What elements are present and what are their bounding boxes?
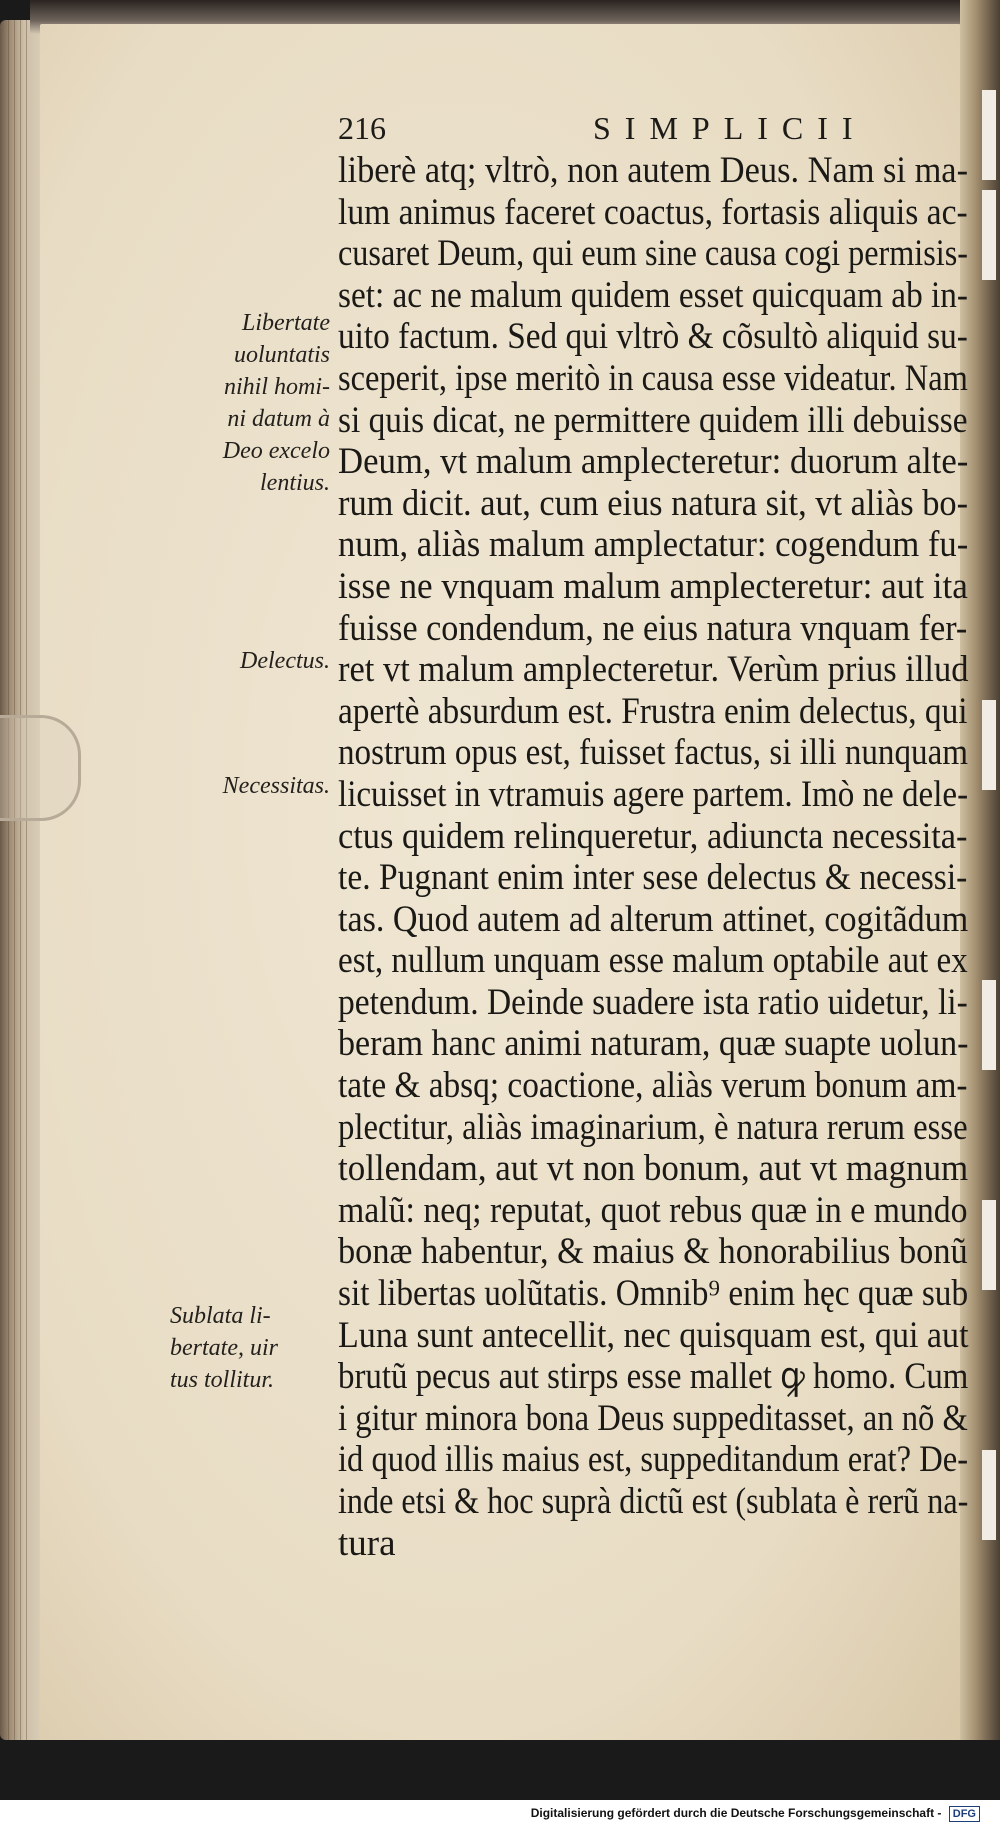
text-line: plectitur, aliàs imaginarium, è natura rerum esse bbox=[338, 1106, 968, 1148]
text-line: id quod illis maius est, suppeditandum erat? De- bbox=[338, 1439, 969, 1481]
text-line: cusaret Deum, qui eum sine causa cogi permisis- bbox=[338, 233, 969, 275]
text-line: fuisse condendum, ne eius natura vnquam fer- bbox=[338, 607, 968, 649]
text-line: tas. Quod autem ad alterum attinet, cogitãdum bbox=[338, 898, 969, 940]
marginal-line: Necessitas. bbox=[222, 773, 330, 799]
text-line: i gitur minora bona Deus suppeditasset, an nõ & bbox=[338, 1397, 968, 1439]
credit-text: Digitalisierung gefördert durch die Deutsche Forschungsgemeinschaft - bbox=[530, 1806, 942, 1820]
dfg-logo: DFG bbox=[949, 1806, 980, 1822]
text-line: bonæ habentur, & maius & honorabilius bonũ bbox=[338, 1231, 968, 1273]
marginal-note-sublata bbox=[170, 1300, 310, 1396]
text-line: tollendam, aut vt non bonum, aut vt magnum bbox=[338, 1148, 969, 1190]
text-line: te. Pugnant enim inter sese delectus & necessi- bbox=[338, 857, 968, 899]
body-text bbox=[338, 150, 968, 1564]
marginal-line: uoluntatis bbox=[233, 342, 330, 368]
marginal-line: lentius. bbox=[260, 470, 330, 496]
page-clip bbox=[0, 715, 81, 821]
running-head: SIMPLICII bbox=[593, 110, 867, 146]
text-line: apertè absurdum est. Frustra enim delectus, qui bbox=[338, 690, 968, 732]
marginal-note-libertate bbox=[195, 307, 330, 499]
text-line: rum dicit. aut, cum eius natura sit, vt aliàs bo- bbox=[338, 482, 969, 524]
funding-credit bbox=[531, 1806, 980, 1822]
footer-bar bbox=[0, 1800, 1000, 1832]
text-line: Deum, vt malum amplecteretur: duorum alte- bbox=[338, 441, 969, 483]
marginal-line: tus tollitur. bbox=[170, 1367, 275, 1393]
text-line: si quis dicat, ne permittere quidem illi debuisse bbox=[338, 399, 968, 441]
text-line: tate & absq; coactione, aliàs verum bonum am- bbox=[338, 1065, 968, 1107]
text-line: uito factum. Sed qui vltrò & cõsultò aliquid su- bbox=[338, 316, 968, 358]
text-line: liberè atq; vltrò, non autem Deus. Nam si ma- bbox=[338, 150, 969, 191]
text-line: beram hanc animi naturam, quæ suapte uolun- bbox=[338, 1023, 969, 1065]
text-line: licuisset in vtramuis agere partem. Imò ne dele- bbox=[338, 773, 969, 815]
marginal-line: bertate, uir bbox=[170, 1335, 278, 1361]
text-line: num, aliàs malum amplectatur: cogendum fu- bbox=[338, 524, 969, 566]
marginal-line: nihil homi- bbox=[224, 374, 330, 400]
text-line: sit libertas uolũtatis. Omnib⁹ enim hęc quæ sub bbox=[338, 1273, 969, 1315]
text-line: sceperit, ipse meritò in causa esse videatur. Nam bbox=[338, 357, 968, 399]
text-line: est, nullum unquam esse malum optabile aut ex bbox=[338, 940, 968, 982]
text-line: petendum. Deinde suadere ista ratio uidetur, li- bbox=[338, 981, 968, 1023]
text-line: ctus quidem relinqueretur, adiuncta necessita- bbox=[338, 815, 968, 857]
marginal-note-delectus bbox=[195, 645, 330, 677]
marginal-line: ni datum à bbox=[227, 406, 330, 432]
text-line: set: ac ne malum quidem esset quicquam ab in- bbox=[338, 274, 968, 316]
marginal-line: Deo excelo bbox=[222, 438, 330, 464]
page-header bbox=[338, 110, 867, 150]
text-line: nostrum opus est, fuisset factus, si illi nunquam bbox=[338, 732, 969, 774]
book-edge-left bbox=[0, 20, 40, 1740]
marginal-line: Delectus. bbox=[240, 648, 330, 674]
text-line: inde etsi & hoc suprà dictũ est (sublata è rerũ na- bbox=[338, 1481, 969, 1522]
text-line: tura bbox=[338, 1522, 396, 1564]
text-line: lum animus faceret coactus, fortasis aliquis ac- bbox=[338, 191, 968, 233]
text-line: ret vt malum amplecteretur. Verùm prius illud bbox=[338, 649, 969, 691]
text-line: malũ: neq; reputat, quot rebus quæ in e mundo bbox=[338, 1189, 968, 1231]
text-line: isse ne vnquam malum amplecteretur: aut ita bbox=[338, 565, 968, 607]
text-line: Luna sunt antecellit, nec quisquam est, qui aut bbox=[338, 1314, 969, 1356]
marginal-line: Libertate bbox=[242, 310, 330, 336]
text-line: brutũ pecus aut stirps esse mallet ꝙ homo. Cum bbox=[338, 1356, 969, 1398]
marginal-note-necessitas bbox=[195, 770, 330, 802]
marginal-line: Sublata li- bbox=[170, 1303, 271, 1329]
page-number: 216 bbox=[338, 110, 386, 146]
